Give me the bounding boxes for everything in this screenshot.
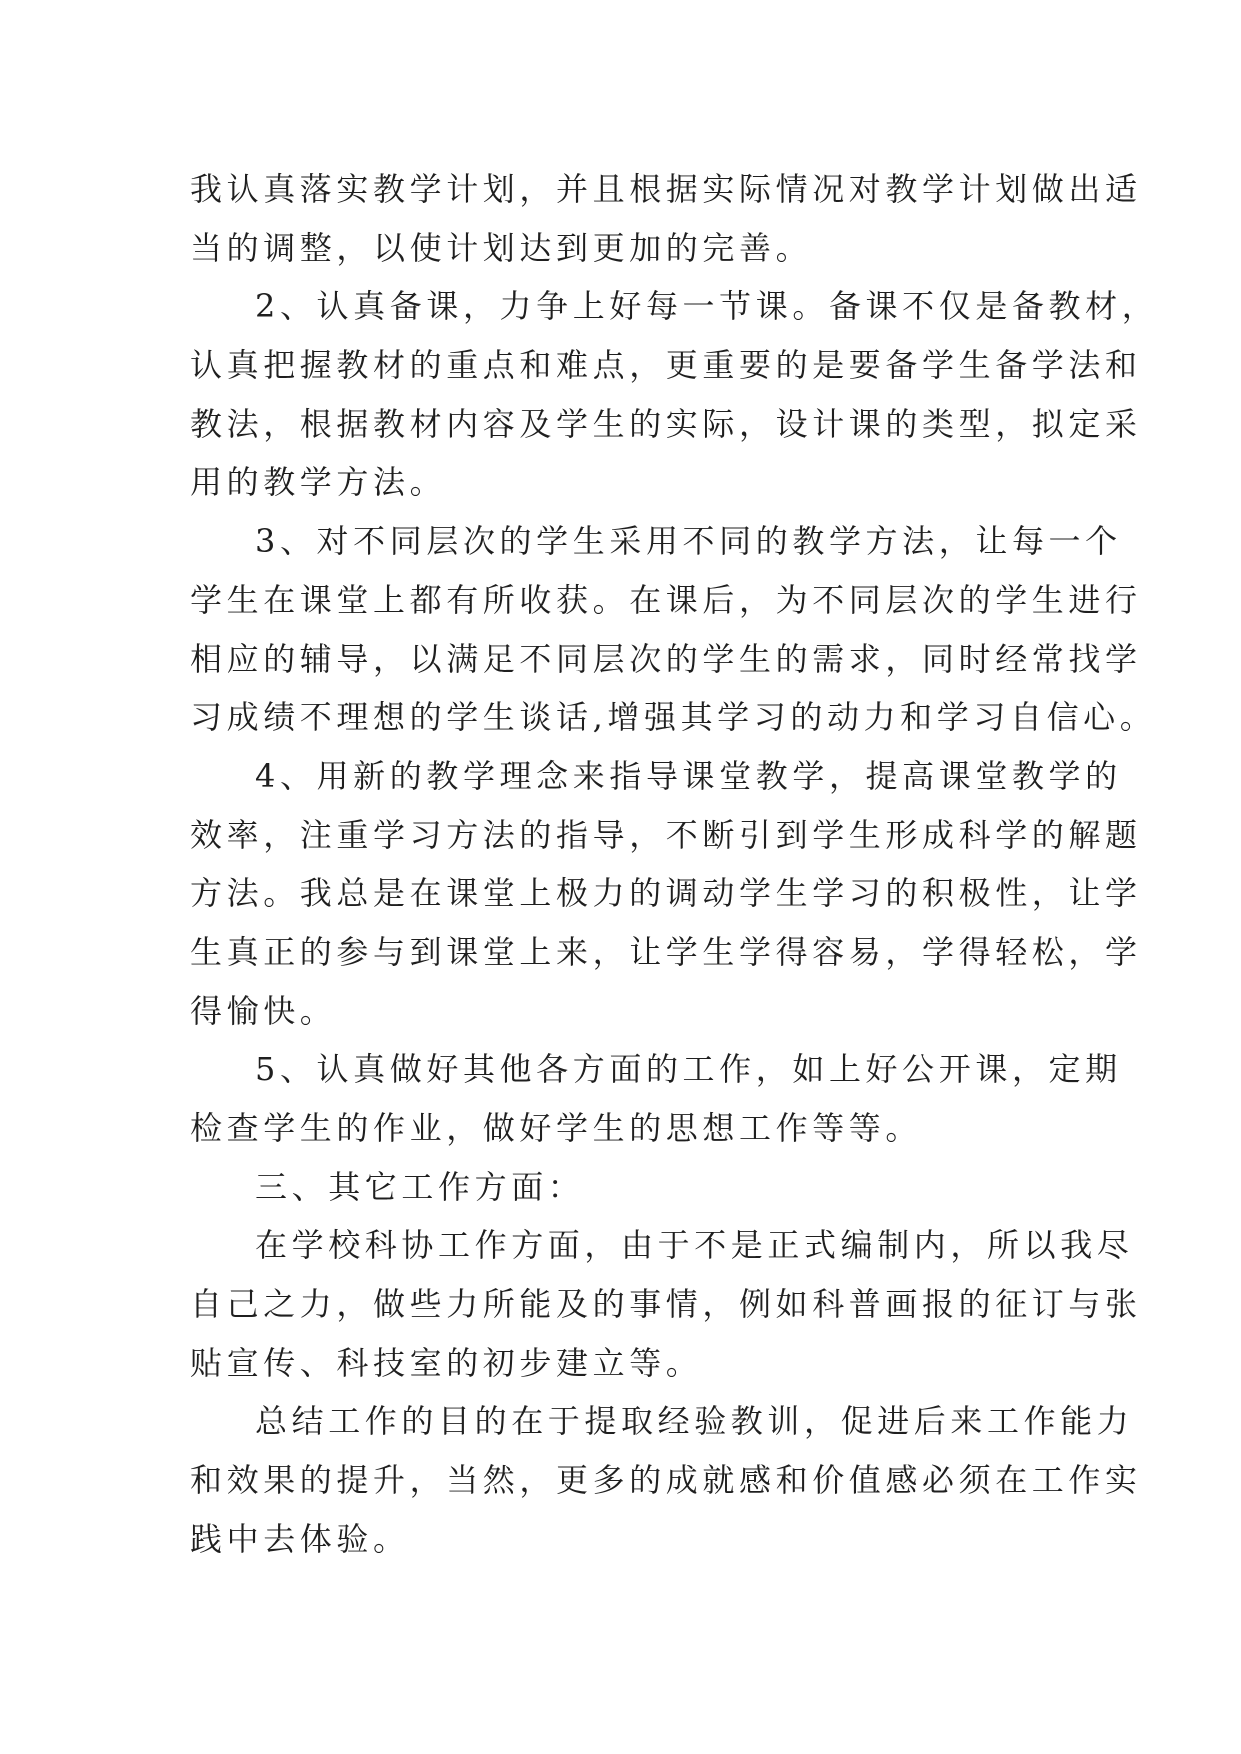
- text-line: 得愉快。: [190, 991, 337, 1030]
- text-line: 我认真落实教学计划，并且根据实际情况对教学计划做出适: [190, 170, 1142, 208]
- text-line: 认真把握教材的重点和难点，更重要的是要备学生备学法和: [190, 346, 1142, 385]
- text-line: 检查学生的作业，做好学生的思想工作等等。: [190, 1109, 923, 1147]
- text-line: 习成绩不理想的学生谈话,增强其学习的动力和学习自信心。: [190, 698, 1157, 737]
- section-heading: 三、其它工作方面：: [255, 1167, 585, 1206]
- text-line: 自己之力，做些力所能及的事情，例如科普画报的征订与张: [190, 1285, 1142, 1324]
- document-body: [190, 160, 1159, 1569]
- text-line: 3、对不同层次的学生采用不同的教学方法，让每一个: [255, 522, 1122, 561]
- text-line: 5、认真做好其他各方面的工作，如上好公开课，定期: [255, 1050, 1122, 1089]
- text-line: 方法。我总是在课堂上极力的调动学生学习的积极性，让学: [190, 874, 1142, 913]
- text-line: 当的调整，以使计划达到更加的完善。: [190, 228, 813, 267]
- text-line: 学生在课堂上都有所收获。在课后，为不同层次的学生进行: [190, 580, 1142, 619]
- text-line: 教法，根据教材内容及学生的实际，设计课的类型，拟定采: [190, 404, 1142, 443]
- text-line: 总结工作的目的在于提取经验教训，促进后来工作能力: [255, 1402, 1134, 1441]
- text-line: 4、用新的教学理念来指导课堂教学，提高课堂教学的: [255, 756, 1122, 795]
- text-line: 相应的辅导，以满足不同层次的学生的需求，同时经常找学: [190, 639, 1142, 678]
- text-line: 在学校科协工作方面，由于不是正式编制内，所以我尽: [255, 1226, 1134, 1265]
- text-line: 用的教学方法。: [190, 463, 447, 502]
- text-line: 和效果的提升，当然，更多的成就感和价值感必须在工作实: [190, 1461, 1142, 1500]
- text-line: 生真正的参与到课堂上来，让学生学得容易，学得轻松，学: [190, 932, 1142, 971]
- text-line: 2、认真备课，力争上好每一节课。备课不仅是备教材，: [255, 287, 1159, 326]
- text-line: 践中去体验。: [190, 1519, 410, 1558]
- text-line: 效率，注重学习方法的指导，不断引到学生形成科学的解题: [190, 815, 1142, 854]
- text-line: 贴宣传、科技室的初步建立等。: [190, 1343, 703, 1382]
